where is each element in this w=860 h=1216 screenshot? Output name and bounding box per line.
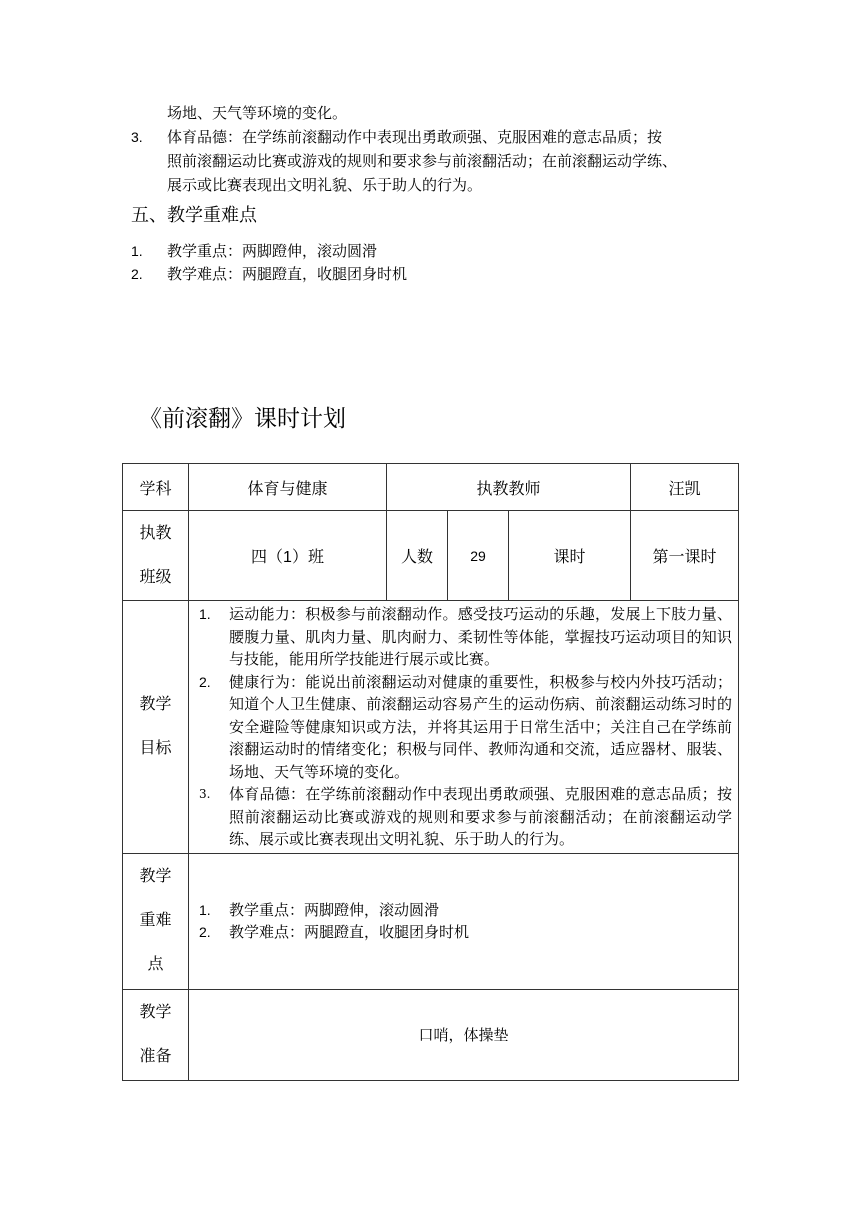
prep-label-line: 准备 [139,1047,172,1065]
class-label-line: 执教 [139,524,172,542]
goal-number: 2. [199,673,211,690]
teacher-label: 执教教师 [387,464,631,511]
period-value: 第一课时 [631,511,739,601]
plan-title: 《前滚翻》课时计划 [139,406,346,432]
period-label: 课时 [509,511,631,601]
class-value: 四（1）班 [189,511,387,601]
key-label-line: 教学 [139,868,172,885]
prep-label [123,989,189,1080]
key-point-number: 2. [199,924,211,940]
subject-value: 体育与健康 [189,464,387,511]
goal-text: 体育品德：在学练前滚翻动作中表现出勇敢顽强、克服困难的意志品质；按照前滚翻运动比赛或游戏的规则和要求参与前滚翻活动；在前滚翻运动学练、展示或比赛表现出文明礼貌、乐于助人的行为。 [229,785,732,848]
item3-line-2: 照前滚翻运动比赛或游戏的规则和要求参与前滚翻活动；在前滚翻运动学练、 [167,152,678,170]
class-label [123,511,189,601]
goals-label-line: 目标 [139,739,172,757]
goal-item [197,603,732,671]
key-points-label [123,853,189,989]
count-value: 29 [448,511,509,601]
count-label: 人数 [387,511,448,601]
item-number: 3. [131,129,143,145]
goal-text: 健康行为：能说出前滚翻运动对健康的重要性，积极参与校内外技巧活动；知道个人卫生健康、前滚翻运动容易产生的运动伤病、前滚翻运动练习时的安全避险等健康知识或方法，并将其运用于日常生活中；关注自己在学练前滚翻运动时的情绪变化；积极与同伴、教师沟通和交流，适应器材、服装、场地、天气等环境的变化。 [229,672,732,781]
point-text: 教学重点：两脚蹬伸，滚动圆滑 [167,242,378,260]
key-point-text: 教学重点：两脚蹬伸，滚动圆滑 [229,900,440,919]
point-number: 1. [131,243,143,259]
key-point-text: 教学难点：两腿蹬直，收腿团身时机 [229,923,470,941]
key-point-number: 1. [199,901,211,918]
goal-item [197,783,732,851]
key-label-line: 重难 [139,912,172,929]
key-point-item [197,899,738,922]
item3-line-1: 体育品德：在学练前滚翻动作中表现出勇敢顽强、克服困难的意志品质；按 [167,128,663,146]
goals-label [123,601,189,854]
lesson-plan-table [122,463,739,1081]
continuation-line: 场地、天气等环境的变化。 [167,104,348,122]
point-text: 教学难点：两腿蹬直，收腿团身时机 [167,265,408,283]
key-label-line: 点 [147,956,164,973]
goal-number: 3. [199,787,211,801]
prep-value: 口哨，体操垫 [189,989,739,1080]
teacher-value: 汪凯 [631,464,739,511]
goal-number: 1. [199,606,211,622]
goals-content [189,601,739,854]
class-label-line: 班级 [139,568,172,586]
goal-text: 运动能力：积极参与前滚翻动作。感受技巧运动的乐趣，发展上下肢力量、腰腹力量、肌肉力量、肌肉耐力、柔韧性等体能，掌握技巧运动项目的知识与技能，能用所学技能进行展示或比赛。 [229,605,732,668]
item3-line-3: 展示或比赛表现出文明礼貌、乐于助人的行为。 [167,176,483,194]
goals-label-line: 教学 [139,695,172,713]
prep-label-line: 教学 [139,1003,172,1021]
key-point-item [197,921,738,944]
key-points-content [189,853,739,989]
goal-item [197,671,732,784]
subject-label: 学科 [123,464,189,511]
point-number: 2. [131,266,143,282]
section-heading: 五、教学重难点 [131,205,257,226]
